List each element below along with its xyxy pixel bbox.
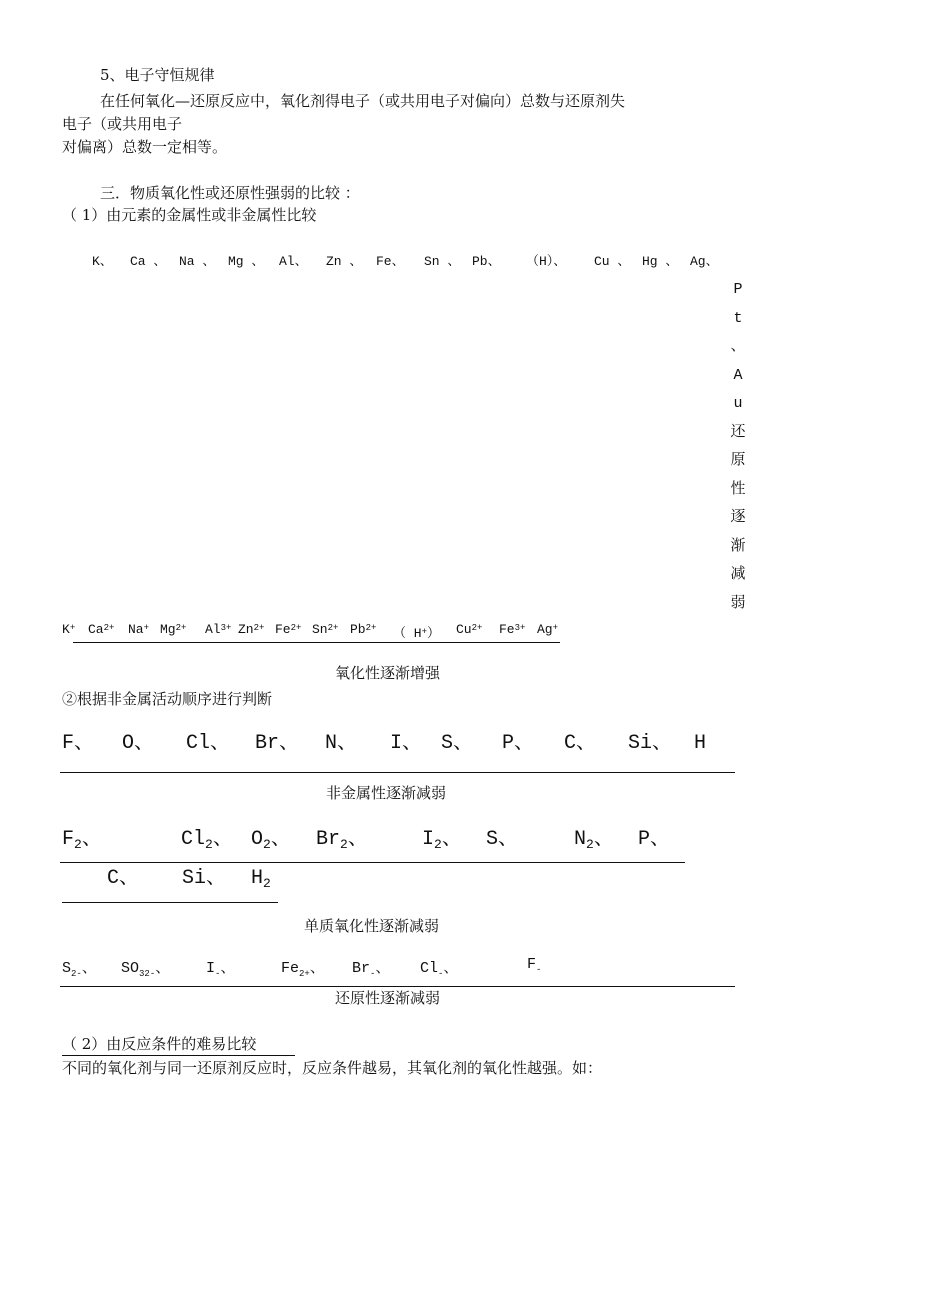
nonmetal-item: N、 [325,732,358,755]
vertical-char: 弱 [730,594,746,612]
metal-item: Ca 、 [130,254,167,269]
ion-item: $Zn^{2+}$ [238,622,265,637]
ion-item: $Sn^{2+}$ [312,622,339,637]
nonmetal-item: O、 [122,732,155,755]
element-item: $N_2$、 [574,828,614,852]
nonmetal-item: Cl、 [186,732,231,755]
vertical-char: P [733,281,743,298]
element-item: P、 [638,828,671,851]
element-item: Si、 [182,867,227,890]
element-item: $O_2$、 [251,828,291,852]
metal-item: Hg 、 [642,254,679,269]
ion-item: （ H+） [393,626,441,641]
ion-item: K+ [62,622,76,637]
vertical-char: t [733,309,743,327]
element-item: $Br_2$、 [316,828,368,852]
elements-row1-underline [60,862,685,863]
ion-series-underline [73,642,560,643]
metal-item: Cu 、 [594,254,631,269]
vertical-char: A [733,366,743,384]
metal-item: Na 、 [179,254,216,269]
element-item: $Cl_2$、 [181,828,233,852]
nonmetal-series-caption: 非金属性逐渐减弱 [326,784,447,802]
anion-item: $I_-$、 [206,960,236,979]
metal-item: Al、 [279,254,308,269]
ion-item: $Cu^{2+}$ [456,622,483,637]
section5-line3: 对偏离）总数一定相等。 [62,138,228,156]
nonmetal-item: I、 [390,732,423,755]
ion-item: Ag+ [537,622,559,637]
nonmetal-item: Si、 [628,732,673,755]
condition-heading: （ 2）由反应条件的难易比较 [62,1035,257,1053]
anion-series-underline [60,986,735,987]
nonmetal-heading: ②根据非金属活动顺序进行判断 [62,690,273,708]
vertical-char: 原 [730,452,746,469]
section5-line1: 在任何氧化—还原反应中，氧化剂得电子（或共用电子对偏向）总数与还原剂失 [100,92,626,110]
condition-line: 不同的氧化剂与同一还原剂反应时，反应条件越易，其氧化剂的氧化性越强。如： [62,1059,603,1077]
nonmetal-item: F、 [62,732,95,755]
anion-item: $Br_-$、 [352,960,391,979]
ion-item: $Pb^{2+}$ [350,622,377,637]
elements-row2-underline [62,902,278,903]
nonmetal-item: S、 [441,732,474,755]
elements-caption: 单质氧化性逐渐减弱 [304,917,440,935]
section5-heading: 5、电子守恒规律 [100,66,215,84]
metal-item: （H）、 [526,254,567,269]
nonmetal-item: H [694,732,707,755]
metal-series-vertical [727,276,749,618]
section3-heading: 三．物质氧化性或还原性强弱的比较 ： [100,184,360,202]
metal-item: Pb、 [472,254,501,269]
ion-item: Na+ [128,622,150,637]
ion-item: $Ca^{2+}$ [88,622,115,637]
metal-item: Ag、 [690,254,719,269]
nonmetal-series-underline [60,772,735,773]
element-item: $H_2$ [251,867,271,891]
anion-item: $SO_{32-}$、 [121,960,171,979]
element-item: $I_2$、 [422,828,462,852]
nonmetal-item: C、 [564,732,597,755]
section5-line2: 电子（或共用电子 [62,115,183,133]
anion-item: $S_{2-}$、 [62,960,97,979]
ion-series-caption: 氧化性逐渐增强 [335,664,441,682]
vertical-char: 还 [730,423,746,441]
vertical-char: 、 [730,338,746,355]
metal-item: K、 [92,254,113,269]
condition-heading-underline [62,1055,295,1056]
ion-item: $Mg^{2+}$ [160,622,187,637]
ion-item: $Fe^{2+}$ [275,622,302,637]
element-item: $F_2$、 [62,828,102,852]
vertical-char: 渐 [730,537,746,555]
vertical-char: 性 [730,480,746,498]
section3-sub1: （ 1）由元素的金属性或非金属性比较 [62,206,317,224]
anion-item: $Fe_{2+}$、 [281,960,325,979]
anion-item: $Cl_-$、 [420,960,459,979]
vertical-char: 减 [730,566,746,583]
ion-item: $Al^{3+}$ [205,622,232,637]
anion-item: $F_-$ [527,956,542,975]
vertical-char: u [733,395,743,412]
element-item: C、 [107,867,140,890]
metal-item: Fe、 [376,254,405,269]
metal-item: Zn 、 [326,254,363,269]
anion-series-caption: 还原性逐渐减弱 [335,989,441,1007]
ion-item: $Fe^{3+}$ [499,622,526,637]
vertical-char: 逐 [730,509,746,526]
metal-item: Mg 、 [228,254,265,269]
element-item: S、 [486,828,519,851]
nonmetal-item: Br、 [255,732,300,755]
metal-item: Sn 、 [424,254,461,269]
nonmetal-item: P、 [502,732,535,755]
